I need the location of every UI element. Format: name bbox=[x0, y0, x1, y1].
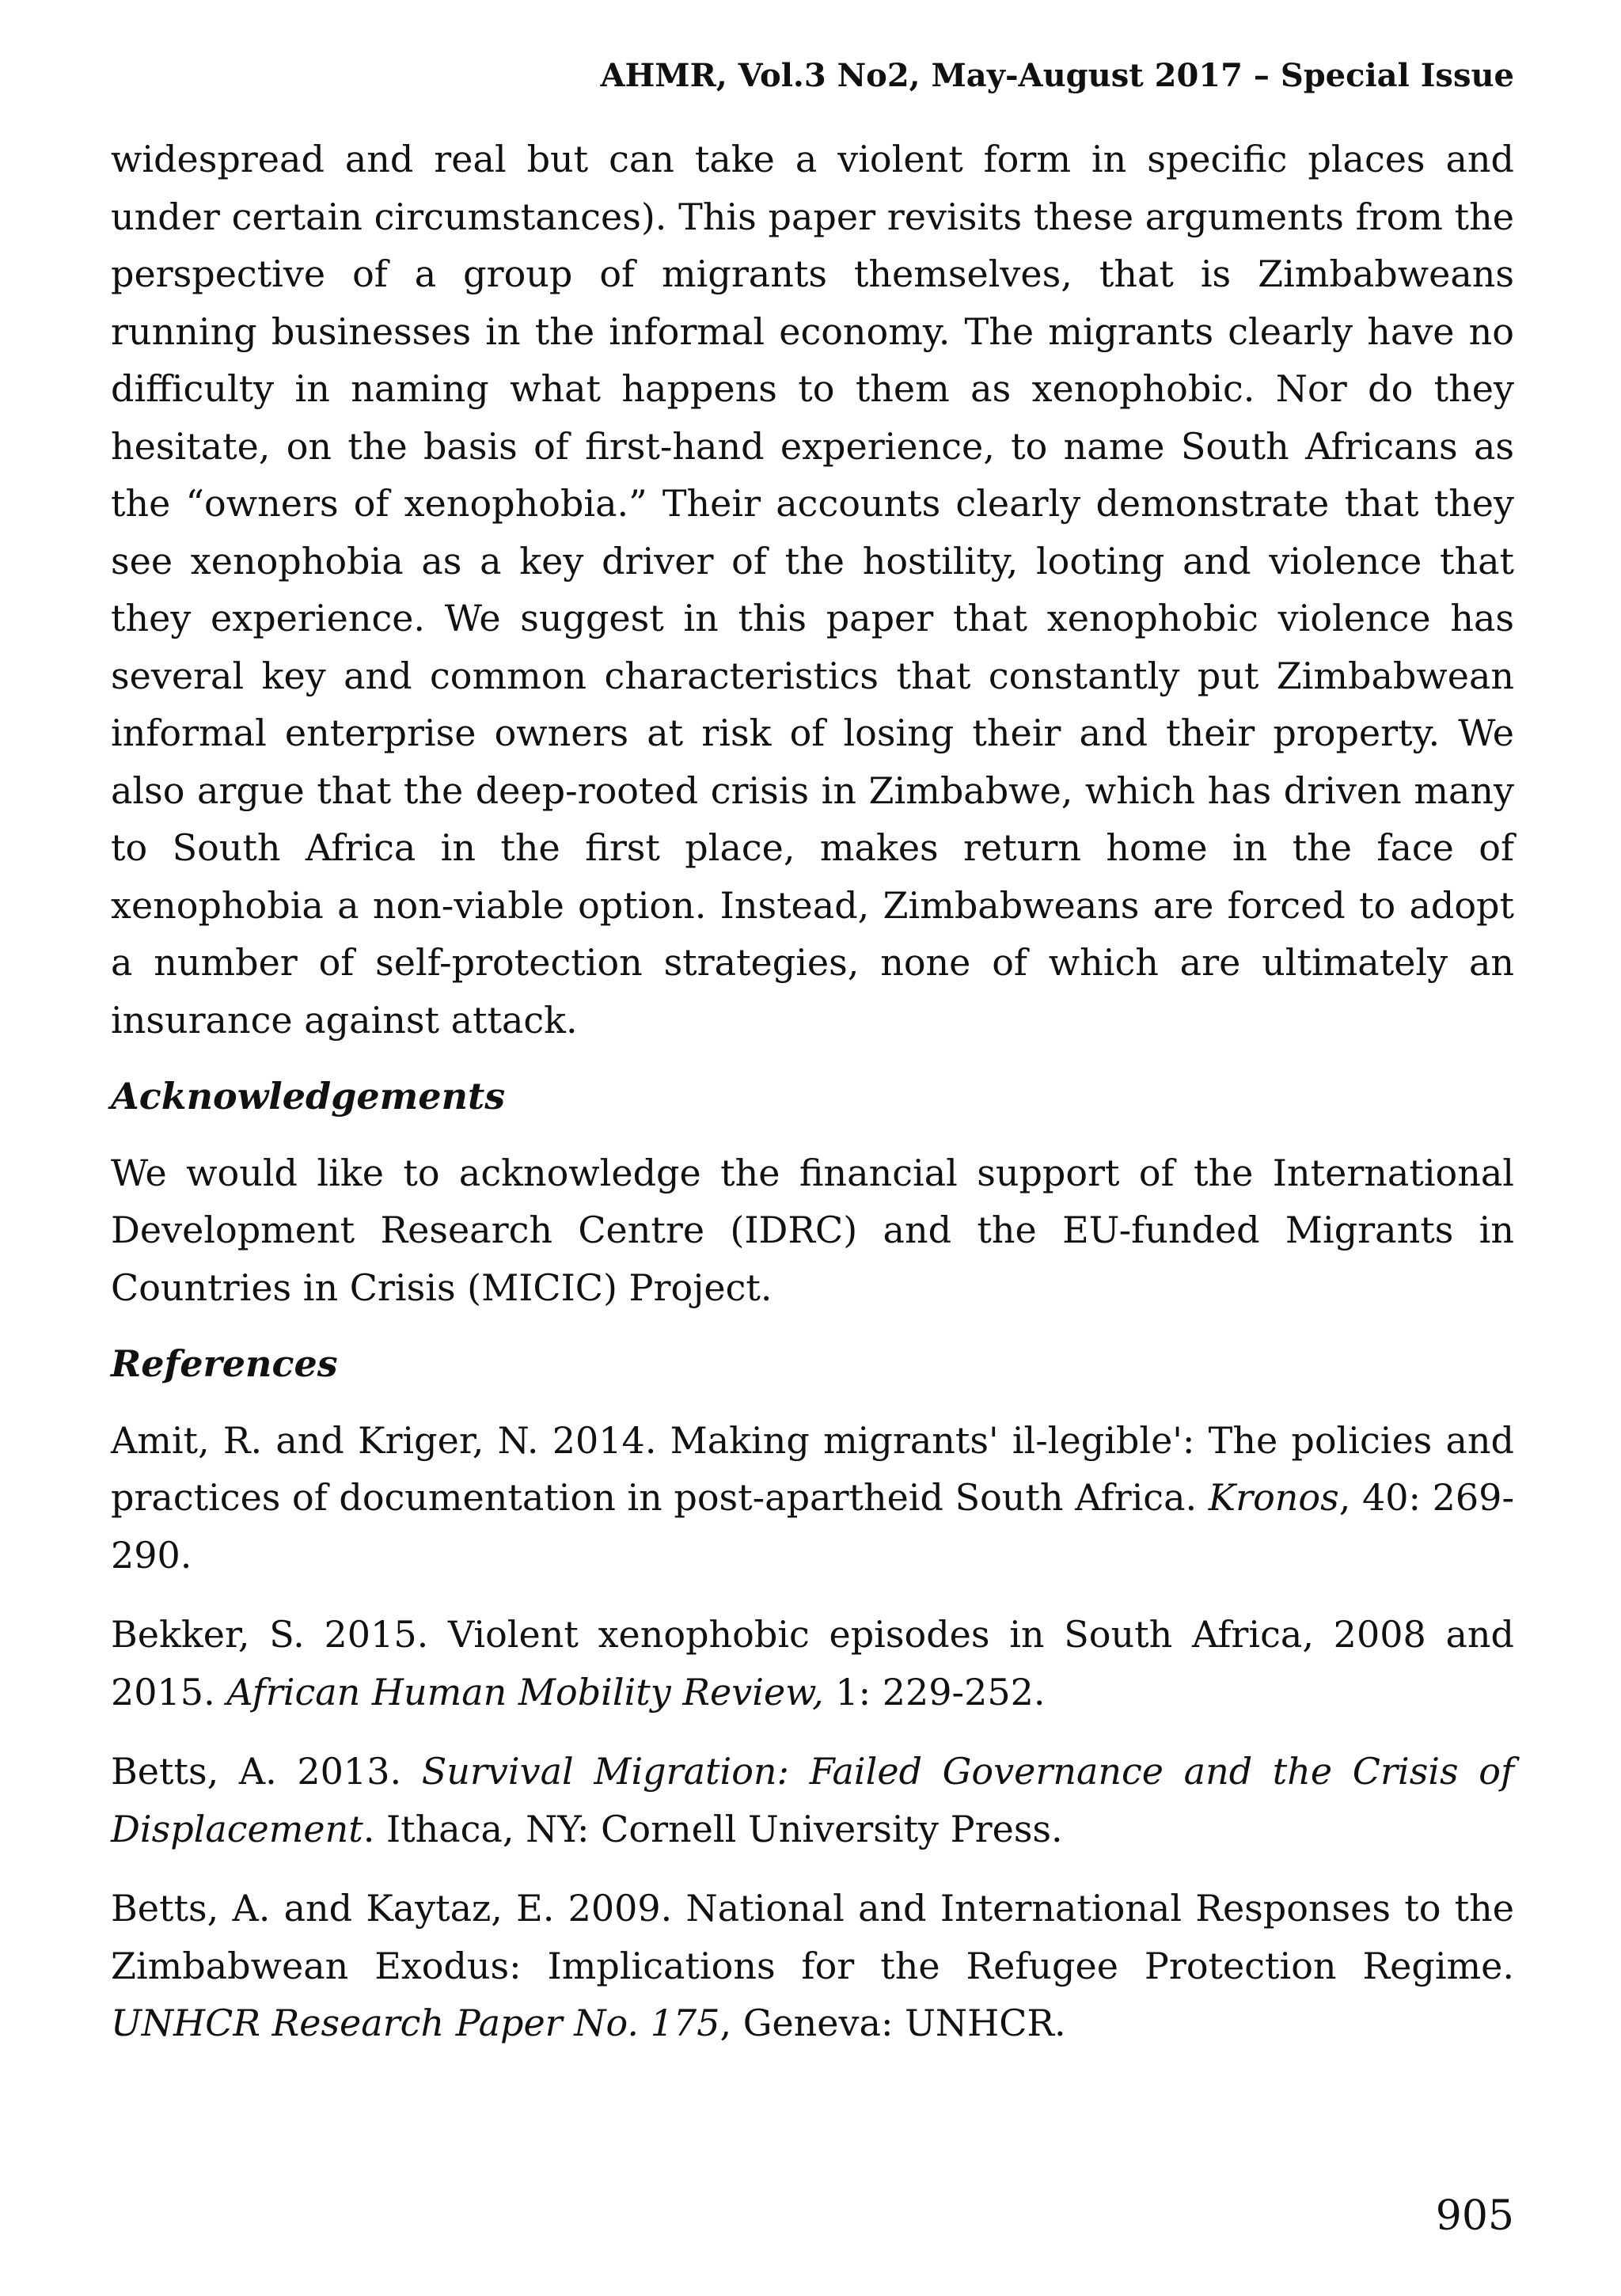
reference-text: Betts, A. and Kaytaz, E. 2009. National and International Responses to the Zimbabwean Exodus: Implications for the Refugee Protection Regime. bbox=[111, 1887, 1514, 1987]
body-paragraph: widespread and real but can take a violent form in specific places and under certain circumstances). This paper revisits these arguments from the perspective of a group of migrants themselves, that is Zimbabweans running businesses in the informal economy. The migrants clearly have no difficulty in naming what happens to them as xenophobic. Nor do they hesitate, on the basis of first-hand experience, to name South Africans as the “owners of xenophobia.” Their accounts clearly demonstrate that they see xenophobia as a key driver of the hostility, looting and violence that they experience. We suggest in this paper that xenophobic violence has several key and common characteristics that constantly put Zimbabwean informal enterprise owners at risk of losing their and their property. We also argue that the deep-rooted crisis in Zimbabwe, which has driven many to South Africa in the first place, makes return home in the face of xenophobia a non-viable option. Instead, Zimbabweans are forced to adopt a number of self-protection strategies, none of which are ultimately an insurance against attack. bbox=[111, 138, 1514, 1042]
running-header: AHMR, Vol.3 No2, May-August 2017 – Special Issue bbox=[600, 57, 1514, 94]
reference-text: Amit, R. and Kriger, N. 2014. Making migrants' il-legible': The policies and practices of documentation in post-apartheid South Africa. bbox=[111, 1418, 1514, 1519]
page-number: 905 bbox=[1435, 2192, 1514, 2240]
reference-item bbox=[111, 1606, 1514, 1721]
page bbox=[111, 0, 1514, 2296]
reference-text: Betts, A. 2013. bbox=[111, 1750, 422, 1793]
reference-item bbox=[111, 1743, 1514, 1858]
reference-text: Bekker, S. 2015. Violent xenophobic episodes in South Africa, 2008 and 2015. bbox=[111, 1613, 1514, 1713]
reference-title: Kronos bbox=[1208, 1476, 1339, 1519]
references-heading: References bbox=[111, 1342, 338, 1385]
acknowledgements-text: We would like to acknowledge the financial support of the International Development Research Centre (IDRC) and the EU-funded Migrants in Countries in Crisis (MICIC) Project. bbox=[111, 1151, 1514, 1309]
acknowledgements-heading: Acknowledgements bbox=[111, 1075, 506, 1118]
reference-title: Survival Migration: Failed Governance and the Crisis of Displacement bbox=[111, 1750, 1515, 1850]
reference-text: , Geneva: UNHCR. bbox=[719, 2002, 1066, 2044]
reference-text: , 40: 269-290. bbox=[111, 1476, 1514, 1577]
reference-item bbox=[111, 1880, 1514, 2052]
reference-item bbox=[111, 1412, 1514, 1584]
reference-title: UNHCR Research Paper No. 175 bbox=[111, 2002, 720, 2044]
reference-text: 1: 229-252. bbox=[823, 1670, 1046, 1713]
page-content bbox=[111, 131, 1514, 2074]
reference-text: . Ithaca, NY: Cornell University Press. bbox=[363, 1807, 1063, 1850]
reference-title: African Human Mobility Review, bbox=[226, 1670, 824, 1713]
